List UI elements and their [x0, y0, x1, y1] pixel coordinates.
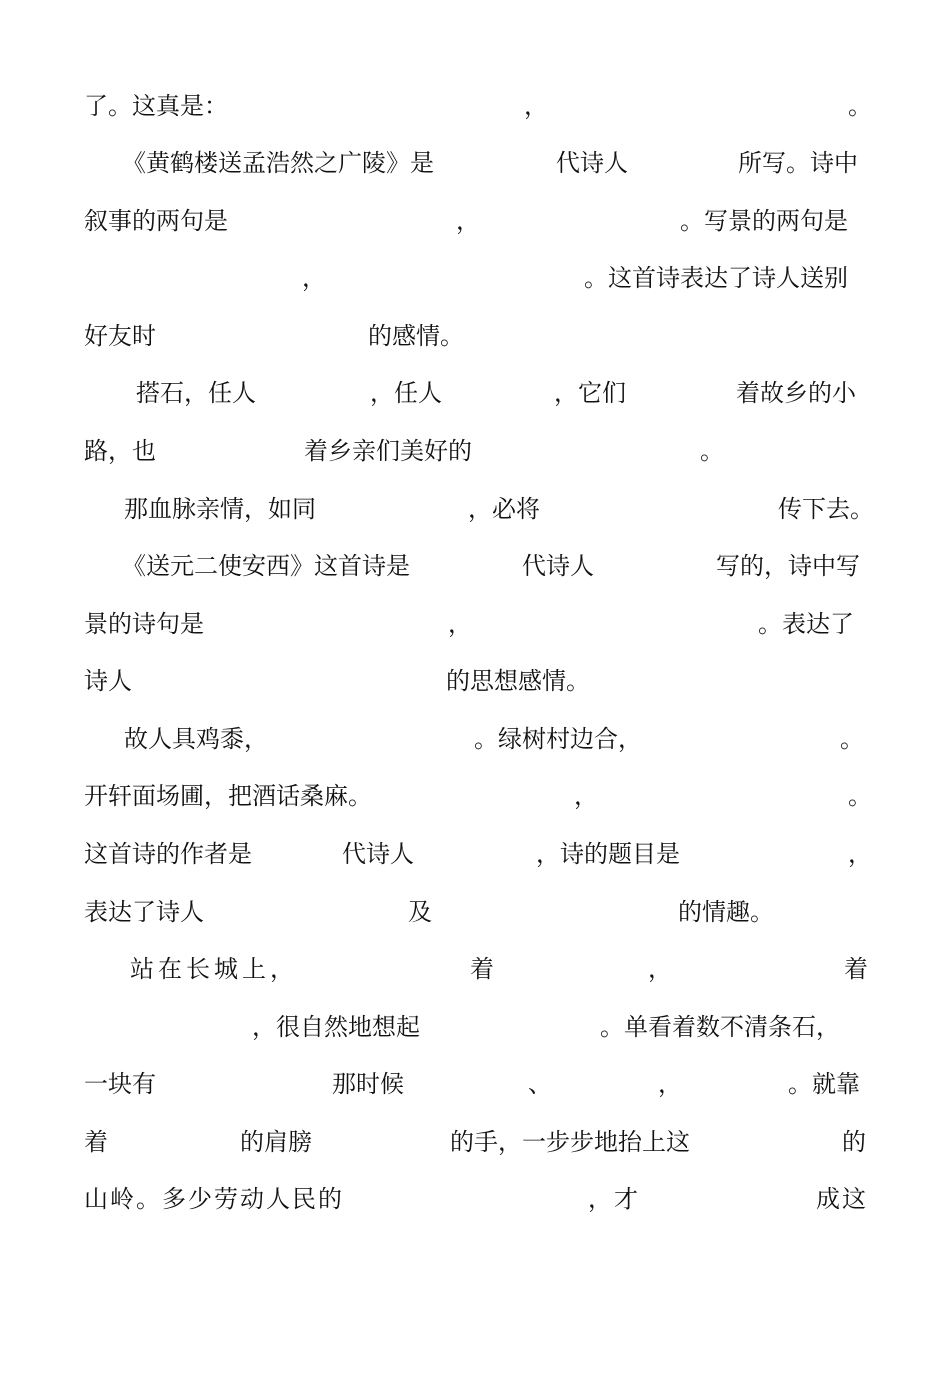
- text-segment: 这首诗的作者是: [84, 840, 252, 868]
- text-segment: 开轩面场圃，把酒话桑麻。: [84, 782, 372, 810]
- text-segment: 了。这真是：: [84, 92, 228, 120]
- text-segment: 写的，诗中写: [716, 552, 860, 580]
- text-segment: ，它们: [554, 379, 626, 407]
- text-line: [84, 834, 872, 874]
- text-segment: 的: [842, 1128, 866, 1156]
- text-line: [84, 373, 868, 413]
- text-line: [84, 719, 868, 759]
- text-segment: 《黄鹤楼送孟浩然之广陵》是: [122, 149, 434, 177]
- text-segment: ，: [456, 207, 480, 235]
- text-line: [84, 661, 868, 701]
- text-segment: ，: [448, 610, 472, 638]
- text-segment: 故人具鸡黍，: [124, 725, 268, 753]
- text-segment: 那血脉亲情，如同: [124, 495, 316, 523]
- text-line: [84, 489, 874, 529]
- text-segment: ，很自然地想起: [252, 1013, 420, 1041]
- text-segment: 着故乡的小: [736, 379, 856, 407]
- text-segment: ，任人: [370, 379, 442, 407]
- text-segment: 。写景的两句是: [680, 207, 848, 235]
- text-segment: 。绿树村边合，: [474, 725, 642, 753]
- text-segment: 所写。诗中: [738, 149, 858, 177]
- text-segment: 的手，一步步地抬上这: [450, 1128, 690, 1156]
- text-segment: ，诗的题目是: [536, 840, 680, 868]
- text-segment: ，: [848, 840, 872, 868]
- text-segment: 好友时: [84, 322, 156, 350]
- text-segment: ，: [574, 782, 598, 810]
- text-line: [84, 949, 872, 989]
- text-segment: 。: [848, 92, 872, 120]
- text-segment: 诗人: [84, 667, 132, 695]
- text-line: [84, 431, 868, 471]
- text-segment: 代诗人: [556, 149, 628, 177]
- text-segment: ，必将: [468, 495, 540, 523]
- text-line: [84, 316, 868, 356]
- text-segment: 传下去。: [778, 495, 874, 523]
- text-line: [84, 776, 872, 816]
- text-segment: 着: [844, 955, 872, 983]
- text-line: [84, 1122, 868, 1162]
- text-segment: 。单看着数不清条石，: [600, 1013, 840, 1041]
- text-segment: 。表达了: [758, 610, 854, 638]
- text-segment: 站在长城上，: [130, 955, 298, 983]
- text-line: [84, 201, 868, 241]
- text-segment: 成这: [816, 1185, 868, 1213]
- text-segment: 。: [840, 725, 864, 753]
- text-segment: 、: [528, 1070, 552, 1098]
- text-segment: 着: [84, 1128, 108, 1156]
- text-segment: ，: [648, 955, 676, 983]
- text-line: [84, 1064, 868, 1104]
- text-segment: ，: [658, 1070, 682, 1098]
- text-line: [84, 1007, 868, 1047]
- text-segment: 山岭。多少劳动人民的: [84, 1185, 344, 1213]
- text-segment: 表达了诗人: [84, 898, 204, 926]
- text-segment: 着: [470, 955, 498, 983]
- text-segment: 的思想感情。: [446, 667, 590, 695]
- text-segment: 路，也: [84, 437, 156, 465]
- text-segment: 。这首诗表达了诗人送别: [584, 264, 848, 292]
- text-line: [84, 86, 872, 126]
- text-segment: 。: [700, 437, 724, 465]
- text-segment: 的肩膀: [240, 1128, 312, 1156]
- text-line: [84, 1179, 868, 1219]
- text-line: [84, 546, 868, 586]
- text-segment: 着乡亲们美好的: [304, 437, 472, 465]
- text-segment: 一块有: [84, 1070, 156, 1098]
- text-segment: ，: [524, 92, 548, 120]
- text-segment: 那时候: [332, 1070, 404, 1098]
- text-segment: 的情趣。: [678, 898, 774, 926]
- text-segment: 代诗人: [522, 552, 594, 580]
- text-line: [84, 258, 868, 298]
- text-segment: 《送元二使安西》这首诗是: [122, 552, 410, 580]
- text-segment: ，才: [588, 1185, 640, 1213]
- text-segment: ，: [302, 264, 326, 292]
- text-segment: 叙事的两句是: [84, 207, 228, 235]
- text-segment: 的感情。: [368, 322, 464, 350]
- text-segment: 及: [408, 898, 432, 926]
- text-segment: 景的诗句是: [84, 610, 204, 638]
- text-line: [84, 604, 868, 644]
- text-line: [84, 892, 868, 932]
- text-segment: 搭石，任人: [136, 379, 256, 407]
- text-line: [84, 143, 868, 183]
- text-segment: 。就靠: [788, 1070, 860, 1098]
- text-segment: 。: [848, 782, 872, 810]
- text-segment: 代诗人: [342, 840, 414, 868]
